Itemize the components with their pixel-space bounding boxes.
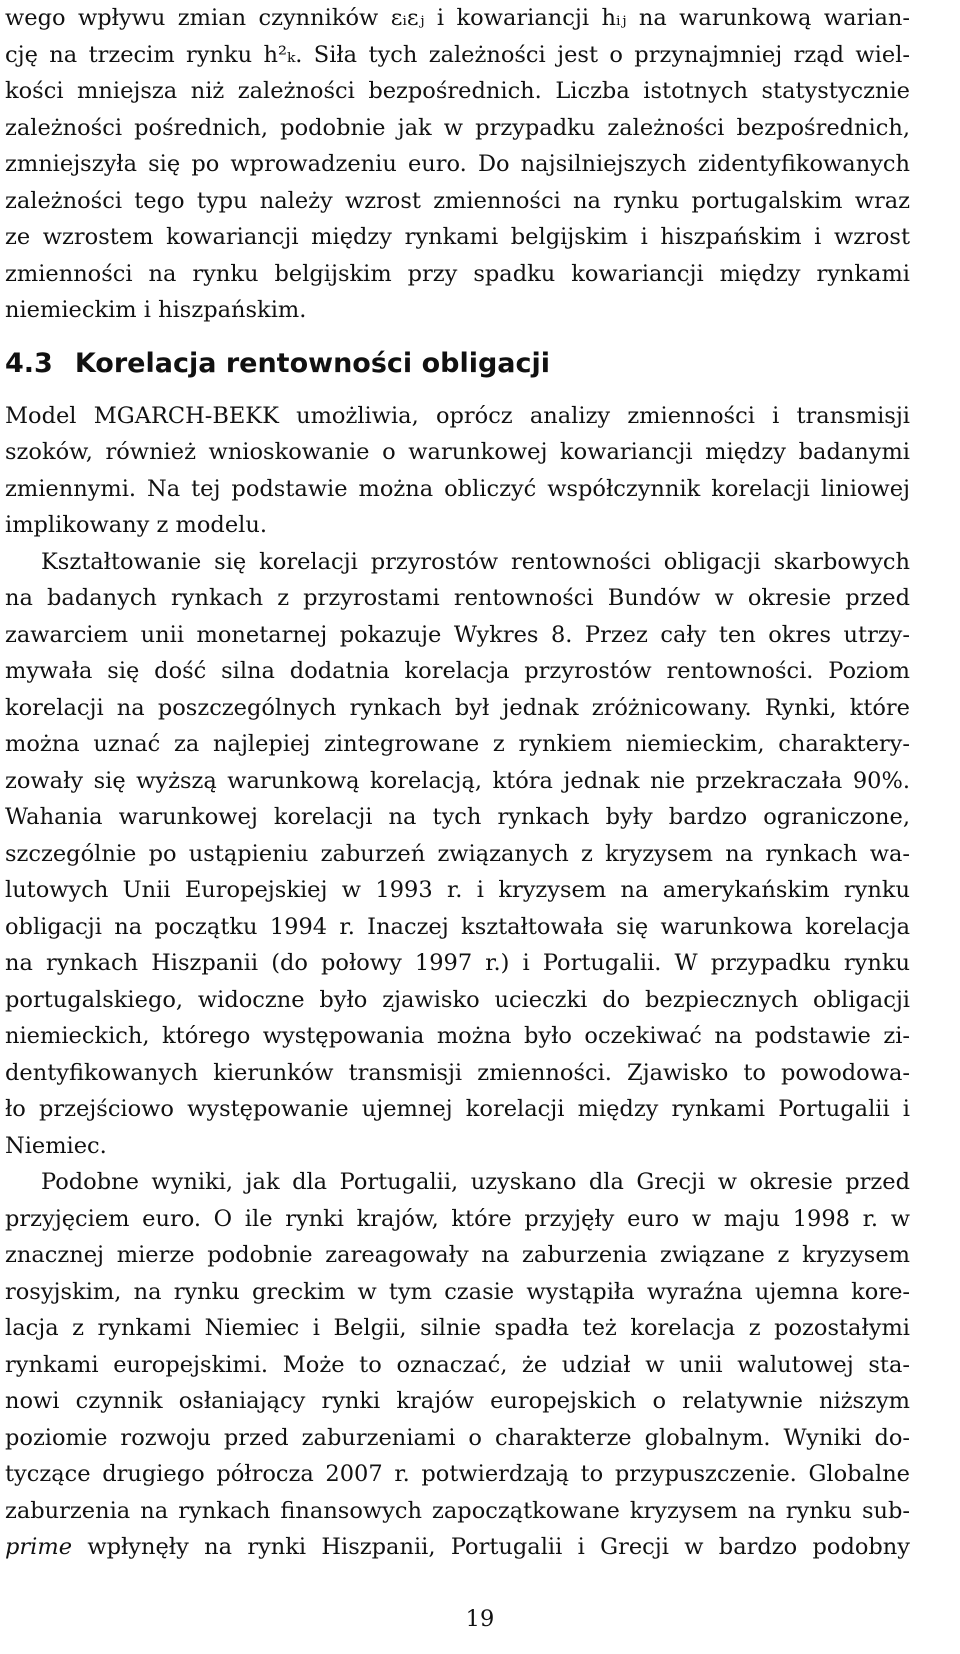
text-line: obligacji na początku 1994 r. Inaczej kształtowała się warunkowa korelacja (5, 913, 910, 940)
page-number: 19 (465, 1606, 495, 1632)
text-line (5, 1529, 910, 1566)
text-line: nowi czynnik osłaniający rynki krajów europejskich o relatywnie niższym (5, 1388, 910, 1414)
text-line: można uznać za najlepiej zintegrowane z rynkiem niemieckim, charaktery- (5, 731, 910, 757)
text-line: zależności tego typu należy wzrost zmienności na rynku portugalskim wraz (5, 187, 910, 214)
text-line: Niemiec. (5, 1132, 107, 1159)
section-title: Korelacja rentowności obligacji (74, 347, 551, 379)
text-line: kości mniejsza niż zależności bezpośrednich. Liczba istotnych statystycznie (5, 78, 910, 104)
text-line: na rynkach Hiszpanii (do połowy 1997 r.) i Portugalii. W przypadku rynku (5, 950, 910, 976)
text-line: szoków, również wnioskowanie o warunkowej kowariancji między badanymi (5, 439, 910, 465)
text-line: rynkami europejskimi. Może to oznaczać, że udział w unii walutowej sta- (5, 1351, 910, 1378)
text-line: lacja z rynkami Niemiec i Belgii, silnie spadła też korelacja z pozostałymi (5, 1315, 910, 1341)
text-line: ło przejściowo występowanie ujemnej korelacji między rynkami Portugalii i (5, 1096, 910, 1122)
text-line: wego wpływu zmian czynników εᵢεⱼ i kowariancji hᵢⱼ na warunkową warian- (5, 5, 910, 31)
text-line: niemieckim i hiszpańskim. (5, 297, 307, 323)
text-line: przyjęciem euro. O ile rynki krajów, które przyjęły euro w maju 1998 r. w (5, 1205, 910, 1232)
text-line: korelacji na poszczególnych rynkach był jednak zróżnicowany. Rynki, które (5, 694, 910, 721)
text-line: zaburzenia na rynkach finansowych zapoczątkowane kryzysem na rynku sub- (5, 1497, 910, 1524)
text-line: Podobne wyniki, jak dla Portugalii, uzyskano dla Grecji w okresie przed (41, 1169, 910, 1195)
text-line: implikowany z modelu. (5, 512, 267, 538)
text-line: na badanych rynkach z przyrostami rentowności Bundów w okresie przed (5, 585, 910, 611)
text-line: zależności pośrednich, podobnie jak w przypadku zależności bezpośrednich, (5, 114, 910, 141)
text-line: lutowych Unii Europejskiej w 1993 r. i kryzysem na amerykańskim rynku (5, 877, 910, 903)
text-line: niemieckich, którego występowania można było oczekiwać na podstawie zi- (5, 1023, 910, 1049)
text-line: znacznej mierze podobnie zareagowały na zaburzenia związane z kryzysem (5, 1242, 910, 1268)
text-line: Kształtowanie się korelacji przyrostów rentowności obligacji skarbowych (41, 548, 910, 575)
text-line: mywała się dość silna dodatnia korelacja przyrostów rentowności. Poziom (5, 658, 910, 684)
text-line-rest: wpłynęły na rynki Hiszpanii, Portugalii i Grecji w bardzo podobny (72, 1534, 910, 1560)
text-line: poziomie rozwoju przed zaburzeniami o charakterze globalnym. Wyniki do- (5, 1424, 910, 1451)
text-line: zowały się wyższą warunkową korelacją, która jednak nie przekraczała 90%. (5, 767, 910, 794)
text-line: zawarciem unii monetarnej pokazuje Wykres 8. Przez cały ten okres utrzy- (5, 621, 910, 648)
text-line: zmniejszyła się po wprowadzeniu euro. Do najsilniejszych zidentyfikowanych (5, 151, 910, 177)
text-line: zmienności na rynku belgijskim przy spadku kowariancji między rynkami (5, 260, 910, 287)
paragraph-shaping (5, 544, 910, 1165)
text-line: Model MGARCH-BEKK umożliwia, oprócz analizy zmienności i transmisji (5, 402, 910, 429)
text-line: cję na trzecim rynku h²ₖ. Siła tych zależności jest o przynajmniej rząd wiel- (5, 41, 910, 68)
text-line: tyczące drugiego półrocza 2007 r. potwierdzają to przypuszczenie. Globalne (5, 1461, 910, 1487)
page-body (5, 0, 910, 1566)
text-line: portugalskiego, widoczne było zjawisko ucieczki do bezpiecznych obligacji (5, 986, 910, 1013)
italic-term: prime (5, 1534, 73, 1560)
paragraph-continued (5, 0, 910, 329)
paragraph-model (5, 398, 910, 544)
text-line: Wahania warunkowej korelacji na tych rynkach były bardzo ograniczone, (5, 804, 910, 830)
text-line: rosyjskim, na rynku greckim w tym czasie wystąpiła wyraźna ujemna kore- (5, 1278, 910, 1305)
text-line: ze wzrostem kowariancji między rynkami belgijskim i hiszpańskim i wzrost (5, 224, 910, 250)
text-line: zmiennymi. Na tej podstawie można obliczyć współczynnik korelacji liniowej (5, 475, 910, 502)
section-number: 4.3 (5, 347, 53, 379)
text-line: dentyfikowanych kierunków transmisji zmienności. Zjawisko to powodowa- (5, 1059, 910, 1086)
paragraph-similar (5, 1164, 910, 1566)
section-heading (5, 344, 910, 384)
text-line: szczególnie po ustąpieniu zaburzeń związanych z kryzysem na rynkach wa- (5, 840, 910, 867)
